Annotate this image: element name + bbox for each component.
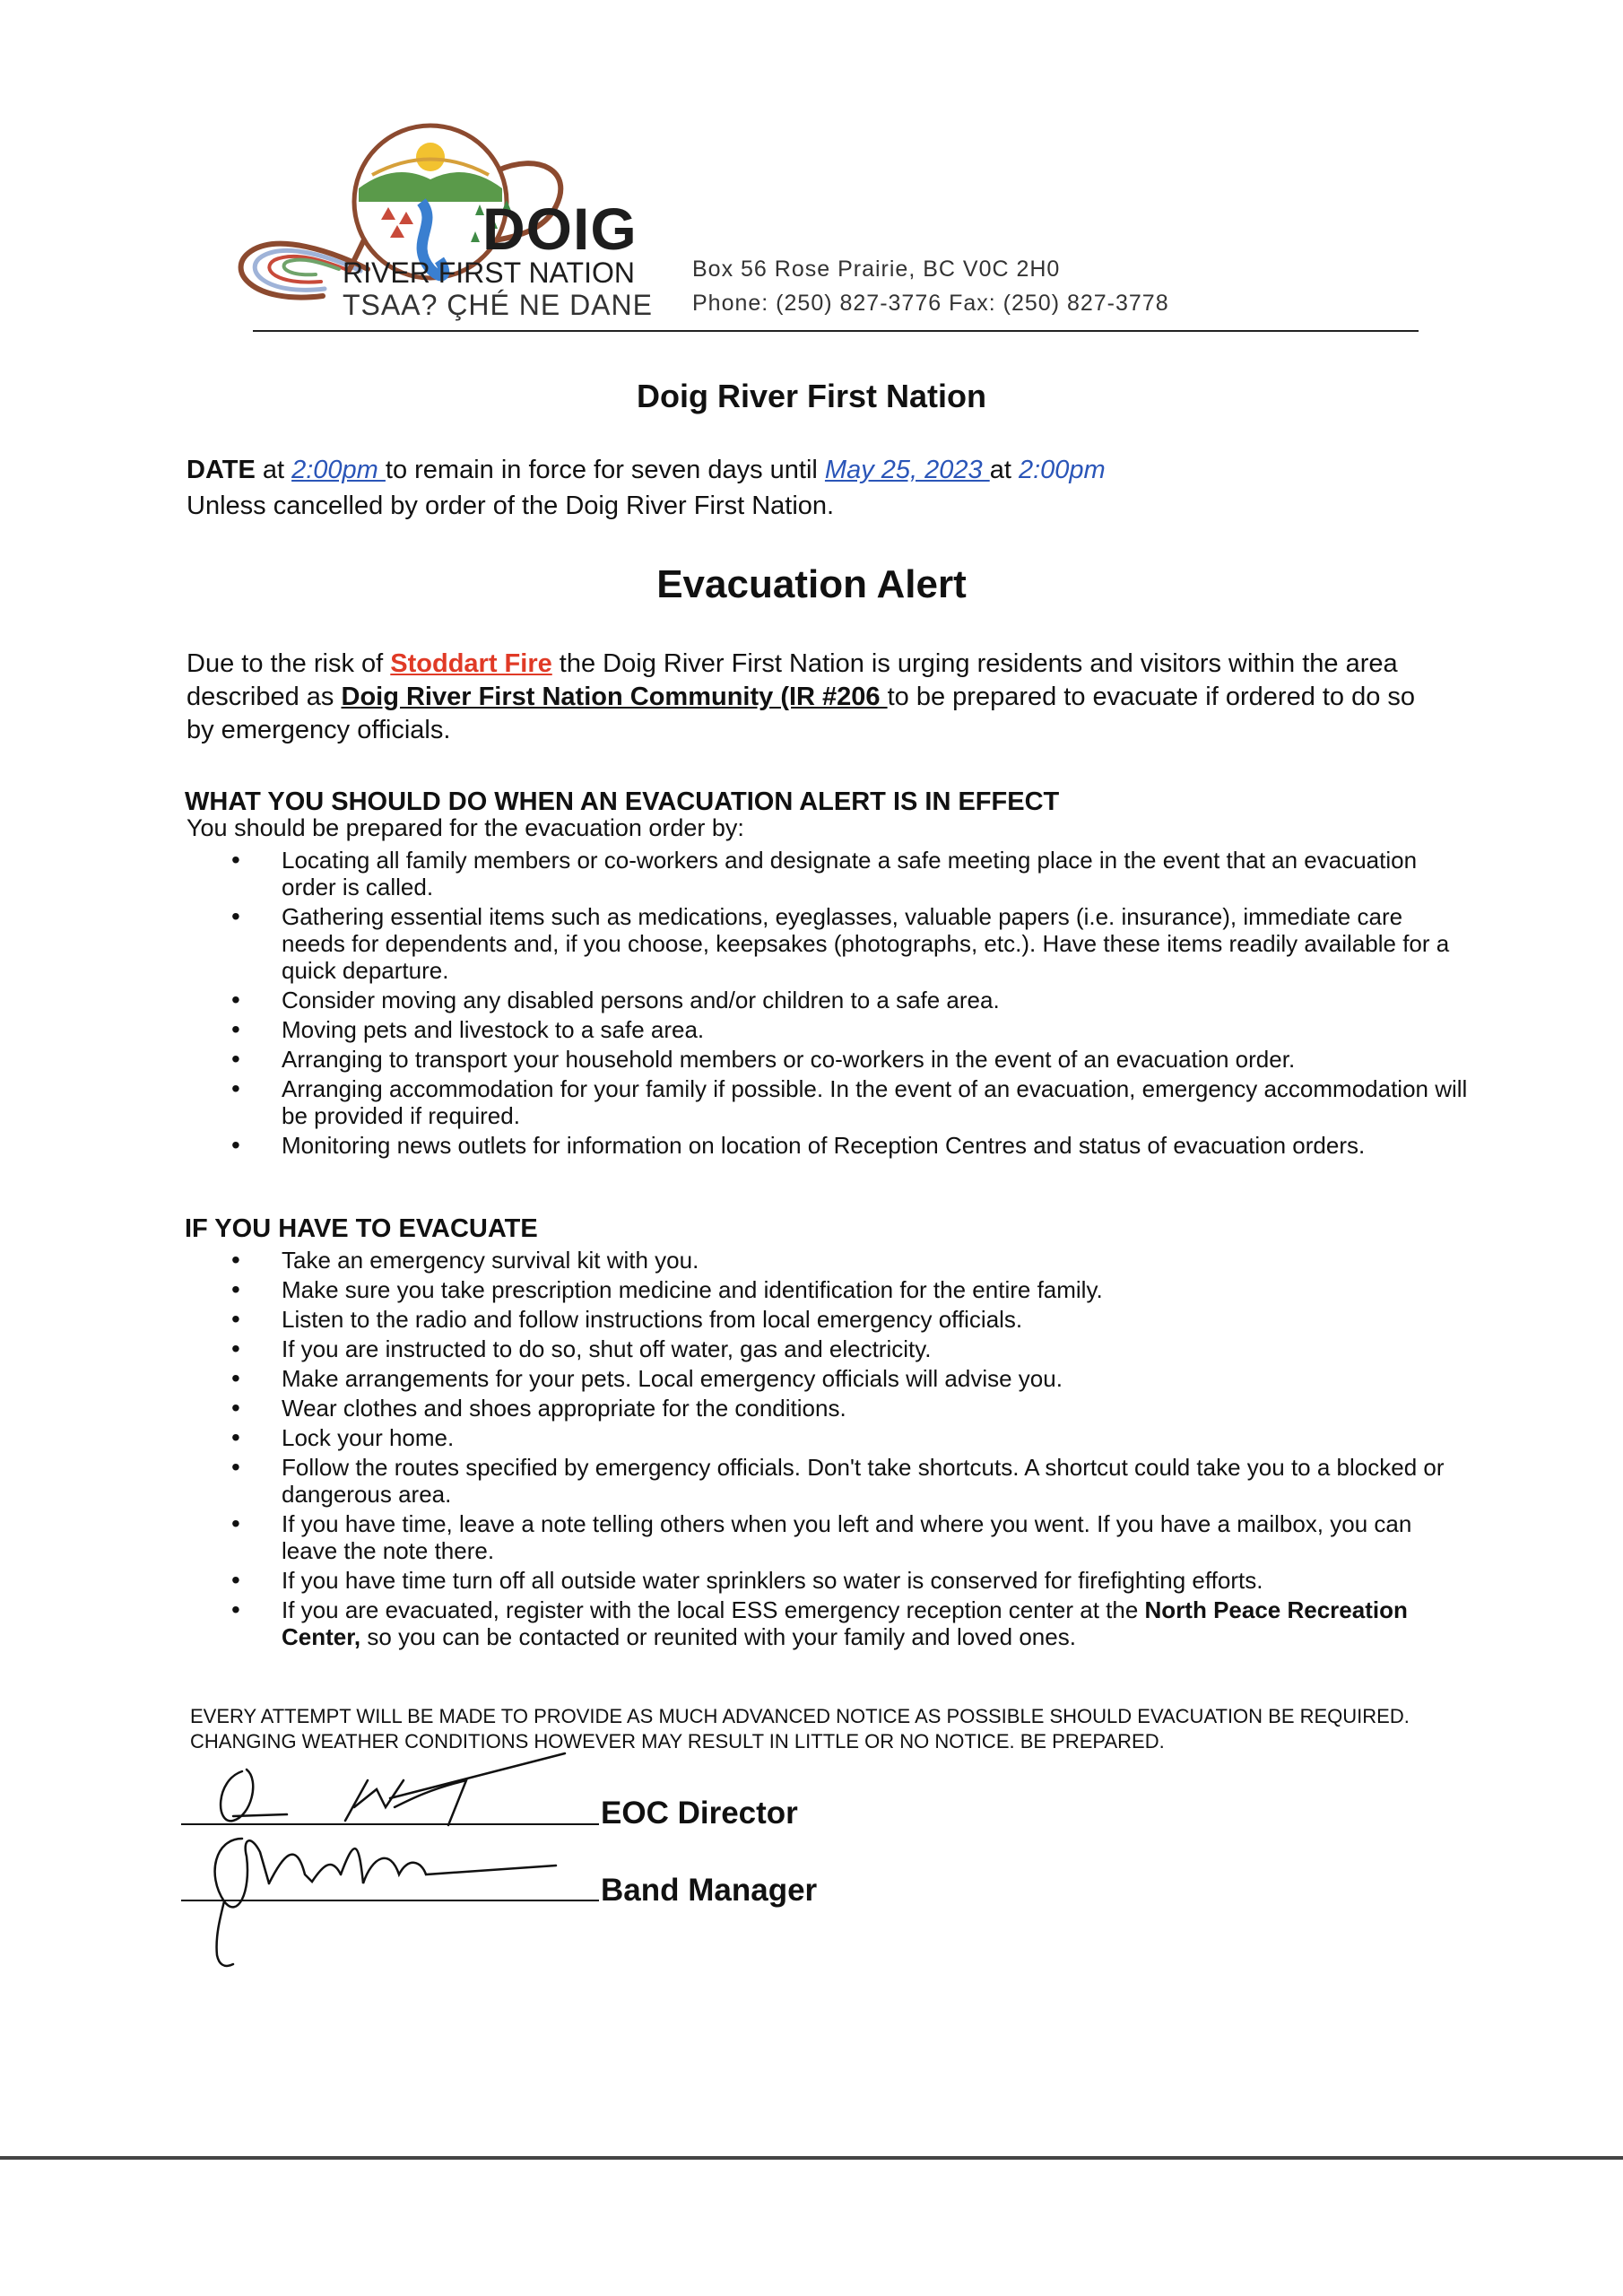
list-item: • Listen to the radio and follow instructions from local emergency officials. bbox=[231, 1306, 1469, 1333]
intro-paragraph bbox=[187, 648, 1442, 747]
list-item: • Arranging to transport your household members or co-workers in the event of an evacuation order. bbox=[231, 1046, 1469, 1073]
list-item: • Take an emergency survival kit with you. bbox=[231, 1247, 1469, 1274]
intro-text-1: Due to the risk of bbox=[187, 649, 391, 678]
band-manager-signature bbox=[197, 1821, 610, 1973]
phone-fax: Phone: (250) 827-3776 Fax: (250) 827-3778 bbox=[692, 291, 1169, 316]
advance-notice: EVERY ATTEMPT WILL BE MADE TO PROVIDE AS MUCH ADVANCED NOTICE AS POSSIBLE SHOULD EVACUATION BE REQUIRED. CHANGING WEATHER CONDITIONS HOWEVER MAY RESULT IN LITTLE OR NO NOTICE. BE PREPARED. bbox=[190, 1705, 1410, 1752]
logo-wordmark: DOIG bbox=[482, 196, 638, 262]
list-item: • If you are instructed to do so, shut off water, gas and electricity. bbox=[231, 1335, 1469, 1362]
list-item: • Consider moving any disabled persons and/or children to a safe area. bbox=[231, 987, 1469, 1013]
eoc-director-label: EOC Director bbox=[601, 1796, 798, 1831]
list-item: • Arranging accommodation for your family if possible. In the event of an evacuation, emergency accommodation will be provided if required. bbox=[231, 1075, 1469, 1129]
until-at-text: at bbox=[989, 456, 1019, 484]
page-bottom-rule bbox=[0, 2156, 1623, 2160]
list-item: • Locating all family members or co-workers and designate a safe meeting place in the event that an evacuation order is called. bbox=[231, 847, 1469, 900]
start-time: 2:00pm bbox=[291, 456, 386, 484]
alert-checklist bbox=[231, 847, 1469, 1161]
logo-subtitle: RIVER FIRST NATION bbox=[343, 257, 635, 289]
alert-section-heading: WHAT YOU SHOULD DO WHEN AN EVACUATION ALERT IS IN EFFECT bbox=[185, 787, 1060, 816]
signature-line-band bbox=[181, 1900, 599, 1901]
list-item: • If you have time, leave a note telling others when you left and where you went. If you have a mailbox, you can leave the note there. bbox=[231, 1510, 1469, 1564]
register-text-2: so you can be contacted or reunited with your family and loved ones. bbox=[360, 1623, 1076, 1650]
alert-section-lead: You should be prepared for the evacuation order by: bbox=[187, 814, 744, 841]
remain-text: to remain in force for seven days until bbox=[385, 456, 825, 484]
evacuate-checklist bbox=[231, 1247, 1469, 1653]
header-divider bbox=[253, 330, 1419, 332]
list-item bbox=[231, 1596, 1469, 1650]
reception-center-name: North Peace Recreation Center, bbox=[282, 1596, 1408, 1650]
list-item: • Monitoring news outlets for information on location of Reception Centres and status of evacuation orders. bbox=[231, 1132, 1469, 1159]
date-line bbox=[187, 457, 1106, 483]
intro-text-3: to be prepared to evacuate if ordered to do so by emergency officials. bbox=[187, 683, 1416, 744]
address: Box 56 Rose Prairie, BC V0C 2H0 bbox=[692, 257, 1061, 282]
signature-line-eoc bbox=[181, 1823, 599, 1825]
register-text-1: If you are evacuated, register with the local ESS emergency reception center at the bbox=[282, 1596, 1145, 1623]
intro-text-2: the Doig River First Nation is urging residents and visitors within the area described as bbox=[187, 649, 1398, 711]
end-time: 2:00pm bbox=[1018, 456, 1106, 484]
list-item: • Lock your home. bbox=[231, 1424, 1469, 1451]
alert-title: Evacuation Alert bbox=[656, 562, 967, 606]
fire-name: Stoddart Fire bbox=[390, 649, 552, 678]
date-at-text: at bbox=[255, 456, 292, 484]
cancel-notice: Unless cancelled by order of the Doig River First Nation. bbox=[187, 491, 835, 520]
area-name: Doig River First Nation Community (IR #206 bbox=[341, 683, 888, 711]
band-manager-label: Band Manager bbox=[601, 1873, 818, 1908]
list-item: • Gathering essential items such as medications, eyeglasses, valuable papers (i.e. insurance), immediate care needs for dependents and, if you choose, keepsakes (photographs, etc.). Have these items readily available for a quick departure. bbox=[231, 903, 1469, 984]
list-item: • If you have time turn off all outside water sprinklers so water is conserved for firefighting efforts. bbox=[231, 1567, 1469, 1594]
list-item: • Make arrangements for your pets. Local emergency officials will advise you. bbox=[231, 1365, 1469, 1392]
list-item: • Wear clothes and shoes appropriate for the conditions. bbox=[231, 1395, 1469, 1422]
until-date: May 25, 2023 bbox=[824, 456, 990, 484]
list-item: • Moving pets and livestock to a safe area. bbox=[231, 1016, 1469, 1043]
logo-subtitle-native: TSAA? ÇHÉ NE DANE bbox=[343, 289, 653, 321]
list-item: • Make sure you take prescription medicine and identification for the entire family. bbox=[231, 1276, 1469, 1303]
organization-title: Doig River First Nation bbox=[636, 378, 987, 414]
date-label: DATE bbox=[187, 456, 256, 484]
evacuate-section-heading: IF YOU HAVE TO EVACUATE bbox=[185, 1214, 538, 1243]
list-item: • Follow the routes specified by emergency officials. Don't take shortcuts. A shortcut could take you to a blocked or dangerous area. bbox=[231, 1454, 1469, 1508]
